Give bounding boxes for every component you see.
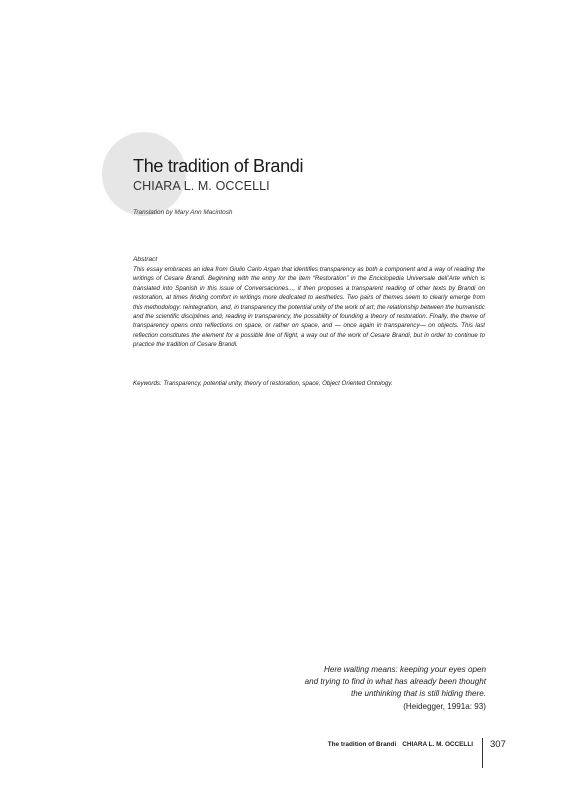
keywords: Keywords: Transparency, potential unity, theory of restoration, space, Object Oriented Ontology.	[133, 380, 393, 387]
running-title: The tradition of Brandi	[327, 741, 397, 748]
epigraph-line: Here waiting means: keeping your eyes open	[324, 665, 486, 674]
running-footer	[328, 741, 473, 748]
page-number: 307	[490, 739, 506, 750]
epigraph-line: the unthinking that is still hiding there.	[351, 689, 486, 699]
running-author: CHIARA L. M. OCCELLI	[402, 741, 473, 748]
epigraph-line: and trying to find in what has already been thought	[304, 677, 486, 687]
abstract-heading: Abstract	[133, 256, 158, 263]
abstract-text: This essay embraces an idea from Giulio Carlo Argan that identifies transparency as both a component and a way of reading the writings of Cesare Brandi. Beginning with the entry for the item “Restoration” in the Enciclopedia Universale dell’Arte which is translated into Spanish in this issue of Conversaciones..., it then proposes a transparent reading of other texts by Brandi on restoration, at times finding comfort in writings more dedicated to aesthetics. Two pairs of themes seem to clearly emerge from this methodology: reintegration, and, in transparency the potential unity of the work of art; the relationship between the humanistic and the scientific disciplines and, reading in transparency, the possibility of founding a theory of restoration. Finally, the theme of transparency opens onto reflections on space, or rather on space, and — once again in transparency— on objects. This last reflection constitutes the element for a possible line of flight, a way out of the work of Cesare Brandi, but in order to continue to practice the tradition of Cesare Brandi.	[133, 266, 485, 349]
epigraph-citation: (Heidegger, 1991a: 93)	[403, 701, 486, 711]
epigraph	[305, 664, 486, 713]
footer-divider	[482, 738, 483, 768]
article-title: The tradition of Brandi	[133, 156, 304, 176]
translation-credit: Translation by Mary Ann Macintosh	[133, 209, 233, 216]
article-author: CHIARA L. M. OCCELLI	[133, 179, 270, 193]
